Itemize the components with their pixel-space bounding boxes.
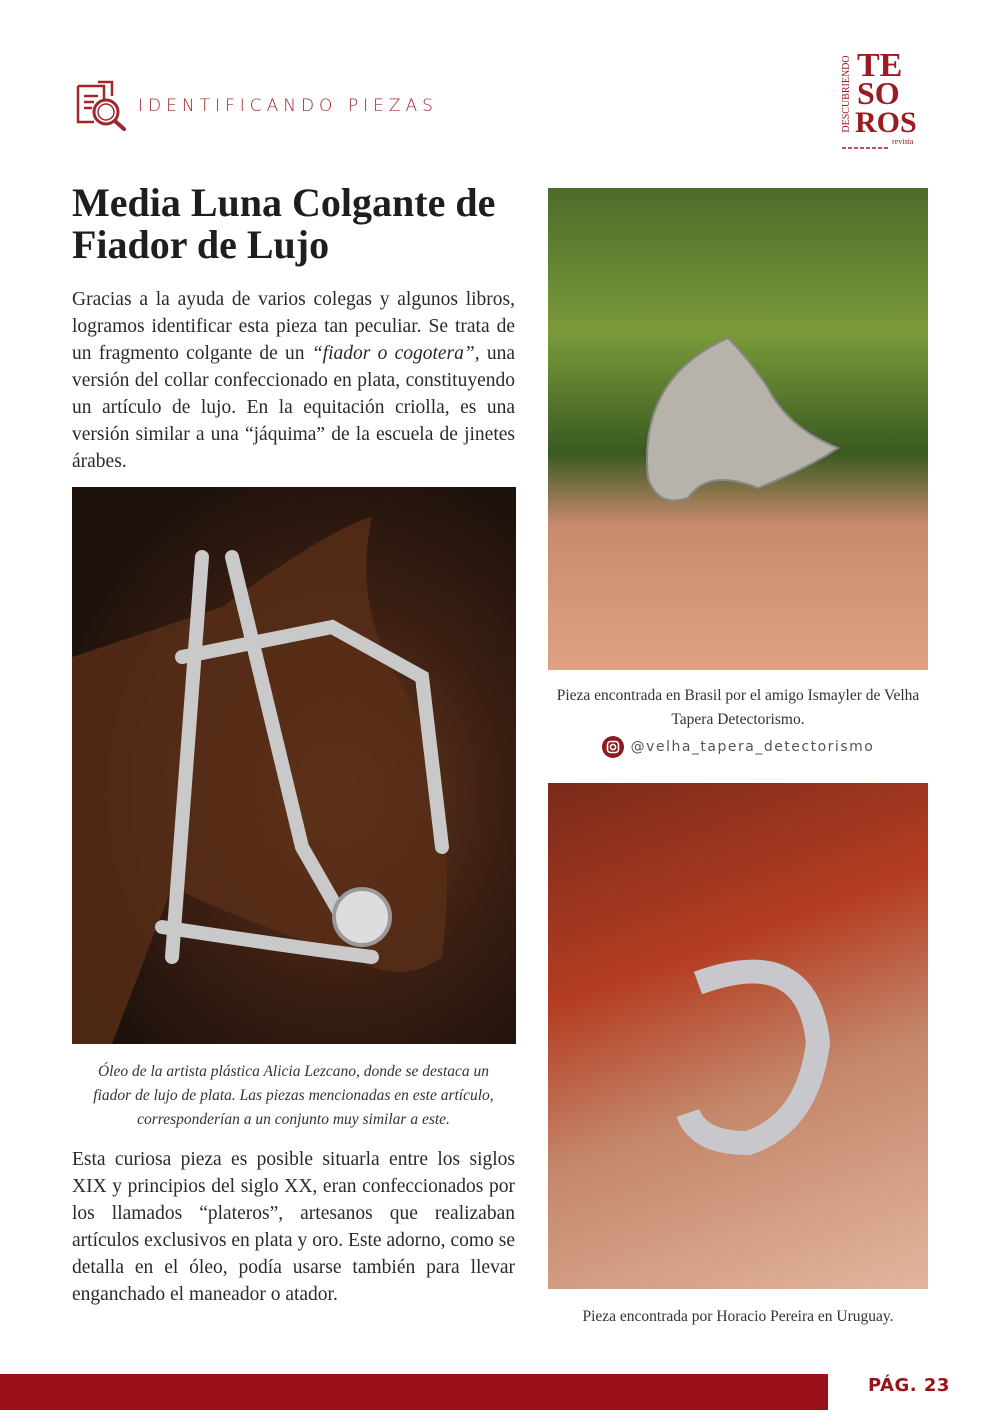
brazil-piece-photo: [548, 188, 928, 670]
svg-text:SO: SO: [857, 75, 900, 111]
footer-bar: [0, 1374, 828, 1410]
section-label: IDENTIFICANDO PIEZAS: [138, 96, 438, 116]
svg-text:TE: TE: [857, 47, 903, 84]
section-header: [74, 80, 438, 132]
uruguay-piece-photo: [548, 783, 928, 1289]
left-column: [72, 182, 515, 1308]
page-number: PÁG. 23: [868, 1375, 950, 1396]
intro-emphasis: “fiador o cogotera”: [311, 343, 475, 364]
body-paragraph: Esta curiosa pieza es posible situarla entre los siglos XIX y principios del siglo XX, eran confeccionados por los llamados “plateros”, artesanos que realizaban artículos exclusivos en plata y oro. Este adorno, como se detalla en el óleo, podía usarse también para llevar enganchado el maneador o atador.: [72, 1149, 515, 1305]
instagram-icon: [602, 736, 624, 758]
uruguay-piece-caption: Pieza encontrada por Horacio Pereira en Uruguay.: [582, 1308, 894, 1325]
intro-text: Gracias a la ayuda de varios colegas y algunos libros, logramos identificar esta pieza tan peculiar. Se trata de un fragmento colgante de un: [72, 289, 515, 364]
magazine-logo: [840, 44, 932, 150]
article-title: Media Luna Colgante de Fiador de Lujo: [72, 180, 496, 267]
horse-caption: Óleo de la artista plástica Alicia Lezcano, donde se destaca un fiador de lujo de plata. Las piezas mencionadas en este artículo, corresponderían a un conjunto muy similar a este.: [93, 1063, 494, 1128]
instagram-handle[interactable]: @velha_tapera_detectorismo: [630, 739, 875, 755]
svg-text:DESCUBRIENDO: DESCUBRIENDO: [841, 55, 852, 133]
right-column: [548, 188, 928, 1329]
svg-text:revista: revista: [892, 137, 914, 146]
svg-text:ROS: ROS: [855, 106, 917, 139]
intro-text: , una versión del collar confeccionado en plata, constituyendo un artículo de lujo. En la equitación criolla, es una versión similar a una “jáquima” de la escuela de jinetes árabes.: [72, 343, 516, 472]
horse-painting-image: [72, 487, 516, 1044]
brazil-piece-caption: Pieza encontrada en Brasil por el amigo Ismayler de Velha Tapera Detectorismo.: [556, 687, 920, 728]
intro-paragraph: [72, 286, 515, 475]
document-search-icon: [74, 80, 128, 132]
instagram-credit: [548, 735, 928, 759]
